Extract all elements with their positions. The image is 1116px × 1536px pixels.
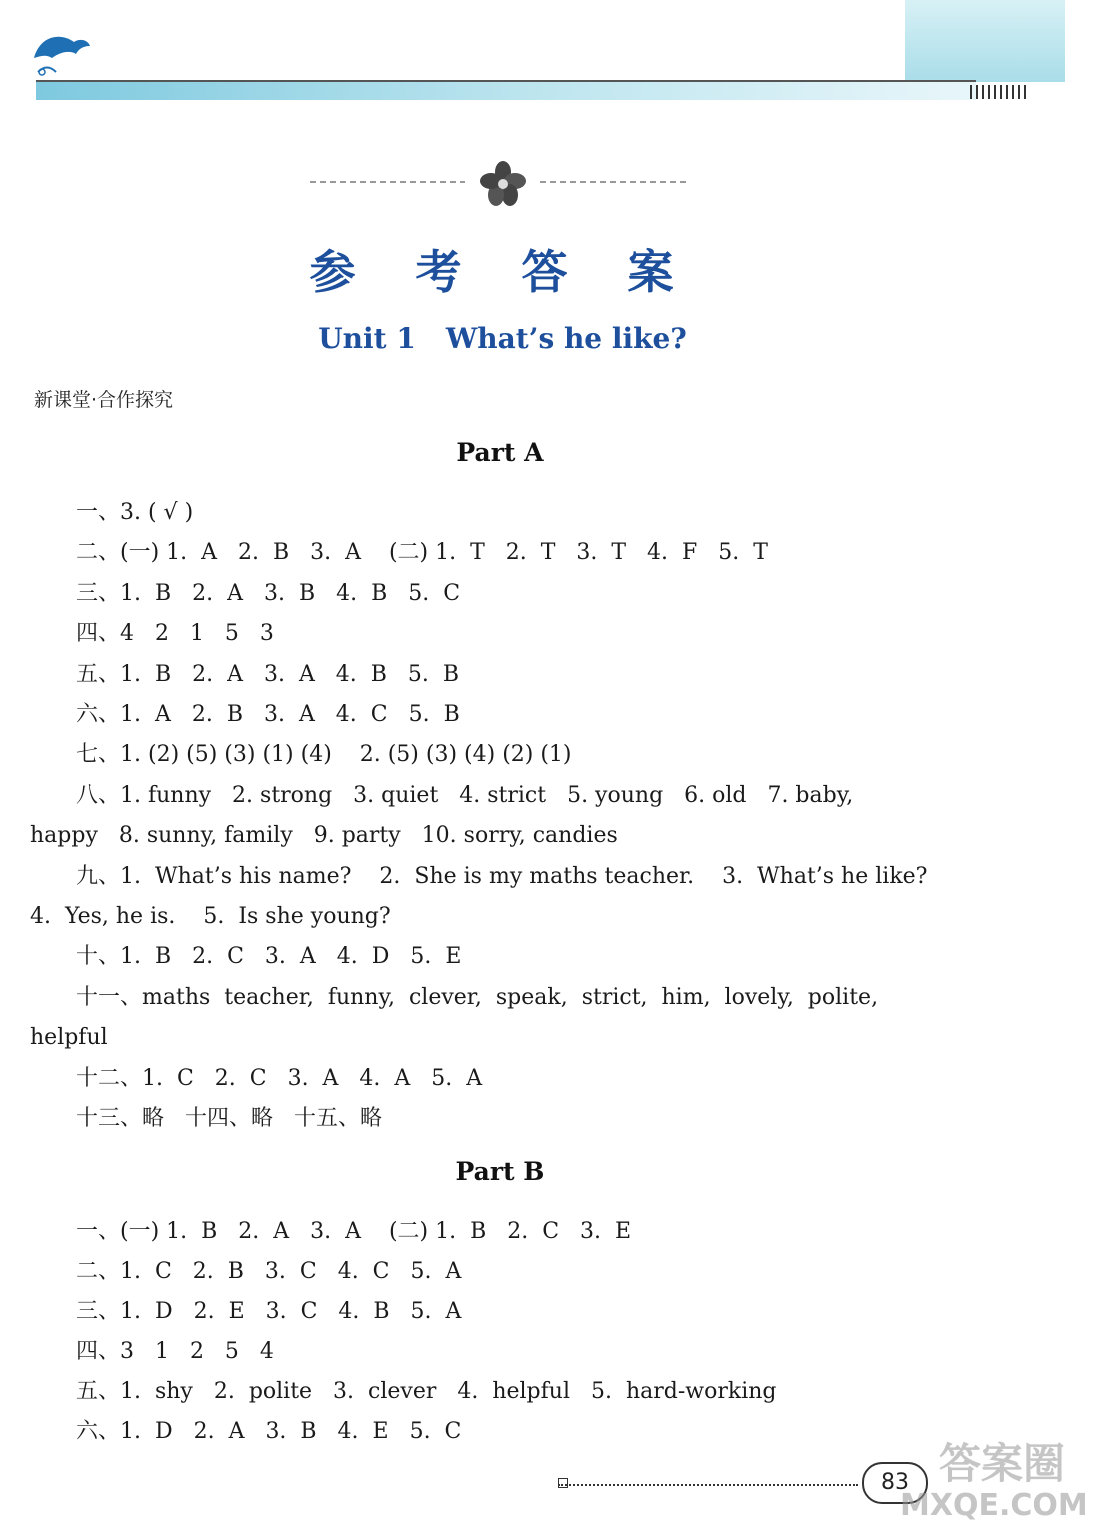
answer-line: 四、3 1 2 5 4 <box>76 1339 274 1364</box>
section-label: 新课堂·合作探究 <box>34 389 174 411</box>
header-rule <box>36 80 976 82</box>
unit-name: What’s he like? <box>445 322 687 355</box>
answer-line: 一、(一) 1. B 2. A 3. A (二) 1. B 2. C 3. E <box>76 1219 632 1244</box>
page-number: 83 <box>862 1462 928 1504</box>
answer-line: 三、1. D 2. E 3. C 4. B 5. A <box>76 1299 462 1324</box>
answer-line: 六、1. D 2. A 3. B 4. E 5. C <box>76 1419 462 1444</box>
answer-line: 十、1. B 2. C 3. A 4. D 5. E <box>76 944 462 970</box>
answer-line: 五、1. shy 2. polite 3. clever 4. helpful 5. hard-working <box>76 1379 777 1404</box>
answer-line: 十一、maths teacher, funny, clever, speak, strict, him, lovely, polite, <box>76 984 879 1010</box>
watermark-bottom: MXQE.COM <box>900 1488 1088 1523</box>
answer-line: helpful <box>30 1025 108 1051</box>
part-a-heading: Part A <box>456 438 544 467</box>
answer-line: 七、1. (2) (5) (3) (1) (4) 2. (5) (3) (4) (2) (1) <box>76 742 572 768</box>
watermark <box>900 1439 1088 1536</box>
answer-line: 九、1. What’s his name? 2. She is my maths teacher. 3. What’s he like? <box>76 863 928 889</box>
answer-line: 六、1. A 2. B 3. A 4. C 5. B <box>76 702 460 727</box>
flower-ornament <box>300 160 700 210</box>
answer-line: 八、1. funny 2. strong 3. quiet 4. strict 5. young 6. old 7. baby, <box>76 782 854 808</box>
answer-line: 二、(一) 1. A 2. B 3. A (二) 1. T 2. T 3. T 4. F 5. T <box>76 540 768 566</box>
answer-line: 四、4 2 1 5 3 <box>76 621 274 647</box>
footer-dotted-rule <box>558 1478 858 1486</box>
header-barcode-decoration <box>970 84 1030 103</box>
answer-line: 三、1. B 2. A 3. B 4. B 5. C <box>76 580 461 606</box>
answer-line: 十二、1. C 2. C 3. A 4. A 5. A <box>76 1065 483 1091</box>
header-band <box>36 82 976 100</box>
unit-number: Unit 1 <box>318 322 416 355</box>
answer-line: 十三、略 十四、略 十五、略 <box>76 1106 382 1131</box>
answer-line: 一、3. ( √ ) <box>76 500 194 525</box>
footer-square-icon <box>558 1478 568 1488</box>
answer-line: 二、1. C 2. B 3. C 4. C 5. A <box>76 1259 462 1284</box>
watermark-top: 答案圈 <box>938 1439 1065 1488</box>
header-corner-decoration <box>905 0 1065 82</box>
answer-line: 五、1. B 2. A 3. A 4. B 5. B <box>76 661 460 687</box>
part-b-heading: Part B <box>455 1157 545 1186</box>
unit-title <box>0 322 1005 355</box>
answer-line: happy 8. sunny, family 9. party 10. sorry, candies <box>30 823 618 849</box>
page-title: 参 考 答 案 <box>309 245 696 299</box>
dolphin-wave-icon <box>30 28 94 84</box>
answer-line: 4. Yes, he is. 5. Is she young? <box>30 904 391 929</box>
